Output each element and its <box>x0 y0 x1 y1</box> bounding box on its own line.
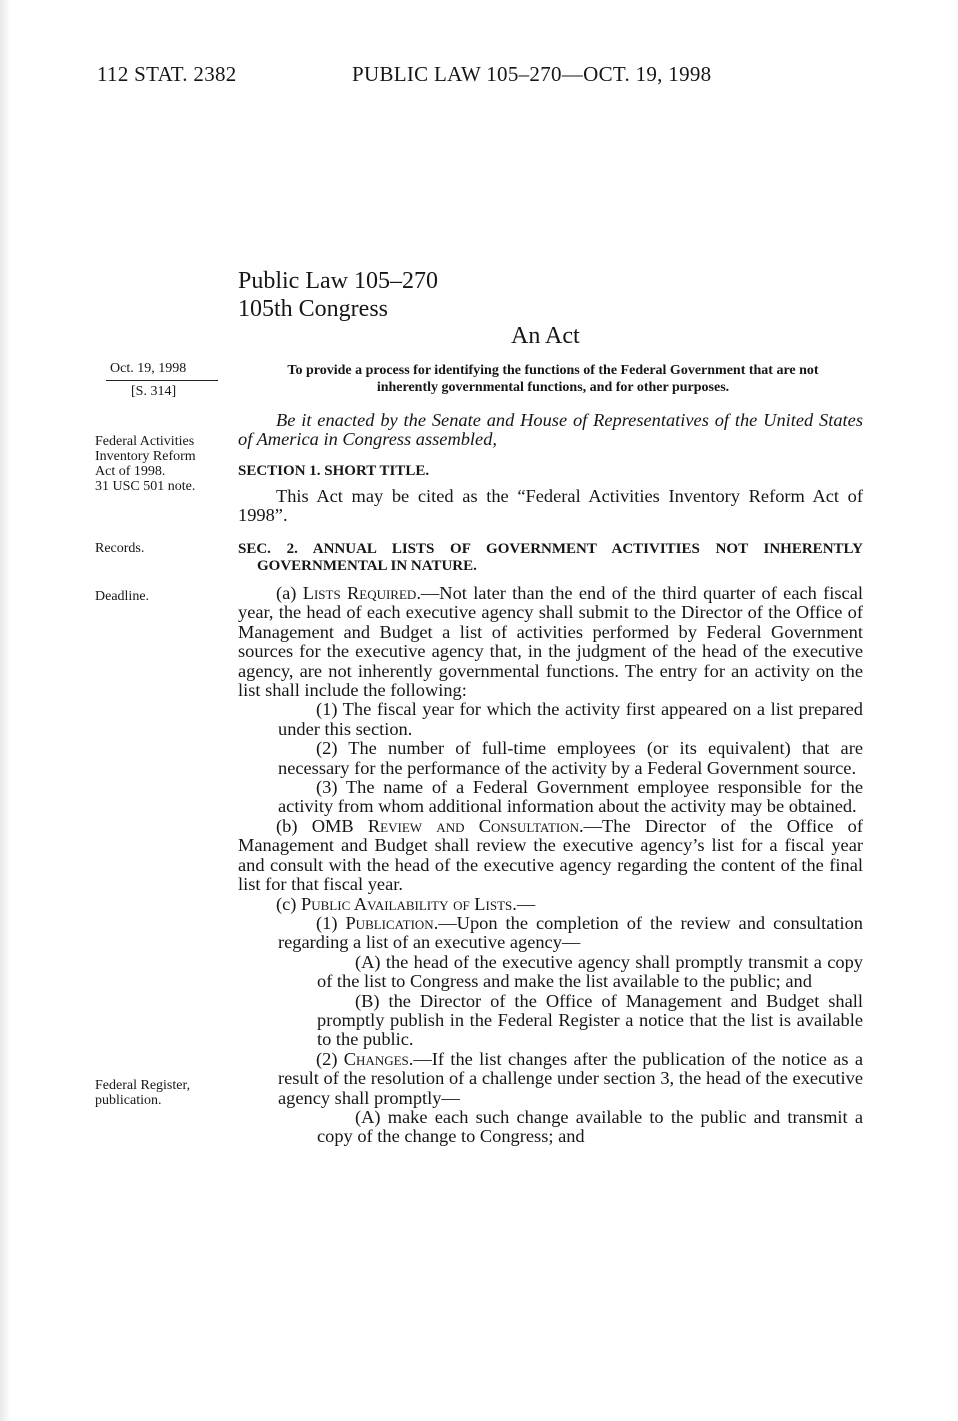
margin-federal-register-note <box>95 1078 190 1108</box>
scan-page-edge <box>0 0 10 1421</box>
an-act-heading: An Act <box>511 323 580 349</box>
paragraph-c2-heading: Changes <box>343 1048 409 1069</box>
section-2-body <box>238 584 863 1147</box>
running-header-law-date: PUBLIC LAW 105–270—OCT. 19, 1998 <box>352 62 712 86</box>
margin-short-title-line: Inventory Reform <box>95 449 196 464</box>
margin-records: Records. <box>95 541 145 556</box>
paragraph-c1 <box>238 914 863 953</box>
act-purpose: To provide a process for identifying the functions of the Federal Government that are not inherently governmental functions, and for other purposes. <box>287 363 819 395</box>
section-2-heading-block <box>238 541 863 575</box>
margin-short-title-line: Act of 1998. <box>95 464 166 479</box>
subsection-c-text: .— <box>512 893 536 914</box>
margin-short-title-note <box>95 434 196 494</box>
subsection-c-heading: Public Availability of Lists <box>301 893 513 914</box>
paragraph-a1: (1) The fiscal year for which the activity first appeared on a list prepared under this section. <box>278 699 863 739</box>
margin-short-title-line: Federal Activities <box>95 434 195 449</box>
subparagraph-c1-b: (B) the Director of the Office of Management and Budget shall promptly publish in the Federal Register a notice that the list is available to the public. <box>317 990 863 1050</box>
section-2-heading: SEC. 2. ANNUAL LISTS OF GOVERNMENT ACTIVITIES NOT INHERENTLY GOVERNMENTAL IN NATURE. <box>238 541 863 574</box>
paragraph-c1-text: .—Upon the completion of the review and consultation regarding a list of an executive agency— <box>278 912 863 953</box>
margin-federal-register-line: Federal Register, <box>95 1078 191 1093</box>
subsection-c-label: (c) <box>276 893 302 914</box>
subsection-b-label: (b) <box>276 815 312 836</box>
subparagraph-c1-a: (A) the head of the executive agency shall promptly transmit a copy of the list to Congress and make the list available to the public; and <box>317 951 863 992</box>
section-1 <box>238 463 863 526</box>
subparagraph-c2-a: (A) make each such change available to the public and transmit a copy of the change to Congress; and <box>317 1106 863 1147</box>
section-1-text: This Act may be cited as the “Federal Activities Inventory Reform Act of 1998”. <box>238 486 863 526</box>
subsection-b-text: .—The Director of the Office of Management and Budget shall review the executive agency’s list for a fiscal year and consult with the head of the executive agency regarding the content of the final list for that fiscal year. <box>238 815 863 895</box>
subsection-c <box>238 895 863 914</box>
paragraph-a3: (3) The name of a Federal Government employee responsible for the activity from whom additional information about the activity may be obtained. <box>278 777 863 817</box>
margin-bill-number: [S. 314] <box>131 384 177 399</box>
margin-federal-register-line: publication. <box>95 1093 162 1108</box>
subsection-b <box>238 817 863 895</box>
subsection-a-label: (a) <box>276 583 303 603</box>
paragraph-c1-label: (1) <box>316 912 346 933</box>
subsection-a-text: .—Not later than the end of the third quarter of each fiscal year, the head of each executive agency shall submit to the Director of the Office of Management and Budget a list of activities performed by Federal Government sources for the executive agency that, in the judgment of the head of the executive agency, are not inherently governmental functions. The entry for an activity on the list shall include the following: <box>238 583 863 701</box>
paragraph-c1-heading: Publication <box>345 912 434 933</box>
subsection-a <box>238 584 863 700</box>
paragraph-a2: (2) The number of full-time employees (or its equivalent) that are necessary for the performance of the activity by a Federal Government source. <box>278 738 863 778</box>
congress-number: 105th Congress <box>238 296 388 322</box>
subsection-b-heading: OMB Review and Consultation <box>311 815 580 836</box>
margin-deadline: Deadline. <box>95 589 150 604</box>
section-1-heading: SECTION 1. SHORT TITLE. <box>238 463 430 479</box>
law-number: Public Law 105–270 <box>238 268 438 294</box>
enacting-clause: Be it enacted by the Senate and House of Representatives of the United States of America in Congress assembled, <box>238 410 863 450</box>
paragraph-c2-label: (2) <box>316 1048 344 1069</box>
paragraph-c2 <box>238 1050 863 1108</box>
margin-usc-note: 31 USC 501 note. <box>95 479 196 494</box>
subsection-a-heading: Lists Required <box>302 583 417 603</box>
running-header-stat: 112 STAT. 2382 <box>97 62 237 86</box>
paragraph-c2-text: .—If the list changes after the publication of the notice as a result of the resolution of a challenge under section 3, the head of the executive agency shall promptly— <box>278 1048 863 1108</box>
margin-rule <box>106 380 218 381</box>
enacting-clause-block <box>238 411 863 450</box>
margin-date: Oct. 19, 1998 <box>110 361 187 376</box>
